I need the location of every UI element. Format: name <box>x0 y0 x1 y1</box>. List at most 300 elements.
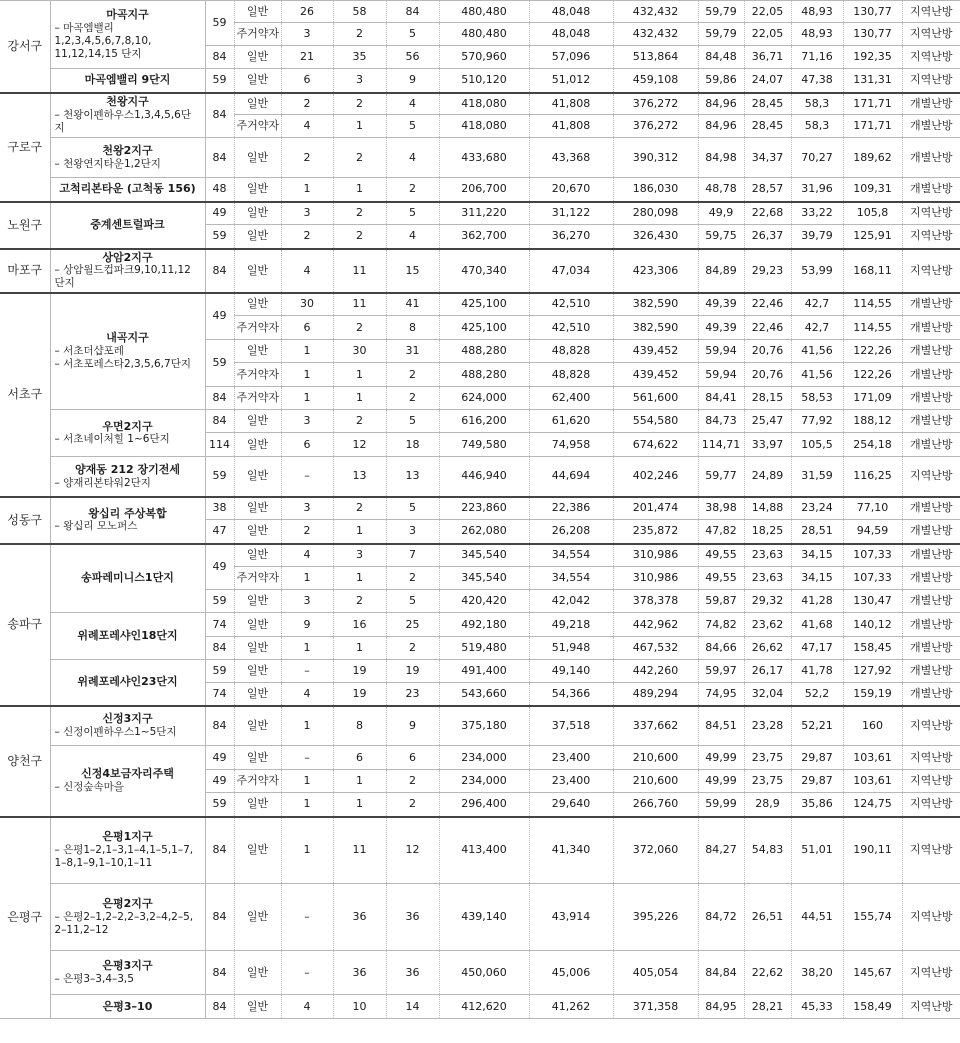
count-a-cell: 1 <box>281 817 333 884</box>
area-supply-cell: 116,25 <box>843 457 902 497</box>
area-supply-cell: 124,75 <box>843 793 902 817</box>
area-exclusive-cell: 84,66 <box>698 637 744 660</box>
heating-type-cell: 지역난방 <box>902 793 960 817</box>
area-exclusive-cell: 84,27 <box>698 817 744 884</box>
price-total-cell: 446,940 <box>439 457 529 497</box>
count-total-cell: 12 <box>386 817 439 884</box>
price-deposit-cell: 43,914 <box>529 884 613 951</box>
supply-type-cell: 일반 <box>234 293 281 316</box>
price-total-cell: 362,700 <box>439 225 529 249</box>
count-total-cell: 23 <box>386 683 439 706</box>
complex-cell <box>50 138 205 178</box>
count-total-cell: 14 <box>386 995 439 1019</box>
price-deposit-cell: 51,948 <box>529 637 613 660</box>
price-balance-cell: 459,108 <box>613 69 698 93</box>
count-b-cell: 1 <box>333 567 386 590</box>
unit-type-cell: 49 <box>205 293 234 340</box>
price-balance-cell: 432,432 <box>613 23 698 46</box>
count-total-cell: 5 <box>386 23 439 46</box>
complex-cell <box>50 884 205 951</box>
count-total-cell: 5 <box>386 115 439 138</box>
area-other-cell: 39,79 <box>791 225 843 249</box>
count-a-cell: 1 <box>281 387 333 410</box>
heating-type-cell: 지역난방 <box>902 817 960 884</box>
heating-type-cell: 개별난방 <box>902 433 960 457</box>
price-balance-cell: 378,378 <box>613 590 698 613</box>
area-supply-cell: 122,26 <box>843 340 902 363</box>
area-exclusive-cell: 59,87 <box>698 590 744 613</box>
count-total-cell: 8 <box>386 316 439 340</box>
unit-type-cell: 59 <box>205 225 234 249</box>
complex-subtitle: – 은평3–3,4–3,5 <box>54 972 134 985</box>
price-deposit-cell: 57,096 <box>529 46 613 69</box>
count-b-cell: 1 <box>333 770 386 793</box>
area-exclusive-cell: 74,95 <box>698 683 744 706</box>
complex-subtitle: – 서초포레스타2,3,5,6,7단지 <box>54 358 191 371</box>
count-a-cell: 6 <box>281 316 333 340</box>
count-total-cell: 2 <box>386 567 439 590</box>
price-total-cell: 425,100 <box>439 316 529 340</box>
area-supply-cell: 145,67 <box>843 951 902 995</box>
count-total-cell: 6 <box>386 746 439 770</box>
price-deposit-cell: 29,640 <box>529 793 613 817</box>
area-exclusive-cell: 49,99 <box>698 770 744 793</box>
count-b-cell: 36 <box>333 951 386 995</box>
unit-type-cell: 84 <box>205 951 234 995</box>
count-total-cell: 2 <box>386 387 439 410</box>
count-a-cell: – <box>281 884 333 951</box>
area-common-cell: 20,76 <box>744 363 791 387</box>
count-total-cell: 4 <box>386 225 439 249</box>
count-b-cell: 1 <box>333 387 386 410</box>
area-supply-cell: 189,62 <box>843 138 902 178</box>
district-cell: 구로구 <box>0 93 50 202</box>
heating-type-cell: 개별난방 <box>902 138 960 178</box>
price-total-cell: 624,000 <box>439 387 529 410</box>
price-total-cell: 412,620 <box>439 995 529 1019</box>
unit-type-cell: 84 <box>205 995 234 1019</box>
unit-type-cell: 74 <box>205 613 234 637</box>
area-common-cell: 26,17 <box>744 660 791 683</box>
area-exclusive-cell: 84,96 <box>698 93 744 115</box>
area-supply-cell: 160 <box>843 706 902 746</box>
complex-subtitle: – 은평1–2,1–3,1–4,1–5,1–7, 1–8,1–9,1–10,1–11 <box>54 844 194 870</box>
area-exclusive-cell: 114,71 <box>698 433 744 457</box>
area-common-cell: 22,46 <box>744 316 791 340</box>
price-balance-cell: 423,306 <box>613 249 698 293</box>
unit-type-cell: 38 <box>205 497 234 520</box>
table-row <box>0 293 960 316</box>
supply-type-cell: 주거약자 <box>234 363 281 387</box>
heating-type-cell: 개별난방 <box>902 660 960 683</box>
complex-name: 송파레미니스1단지 <box>81 571 174 585</box>
complex-cell <box>50 410 205 457</box>
price-total-cell: 296,400 <box>439 793 529 817</box>
count-a-cell: 1 <box>281 340 333 363</box>
count-total-cell: 3 <box>386 520 439 544</box>
price-total-cell: 433,680 <box>439 138 529 178</box>
area-other-cell: 44,51 <box>791 884 843 951</box>
area-other-cell: 51,01 <box>791 817 843 884</box>
count-b-cell: 2 <box>333 316 386 340</box>
count-a-cell: 3 <box>281 202 333 225</box>
area-other-cell: 28,51 <box>791 520 843 544</box>
price-total-cell: 420,420 <box>439 590 529 613</box>
complex-cell <box>50 613 205 660</box>
area-supply-cell: 127,92 <box>843 660 902 683</box>
price-balance-cell: 382,590 <box>613 293 698 316</box>
table-body <box>0 1 960 1019</box>
price-deposit-cell: 20,670 <box>529 178 613 202</box>
area-exclusive-cell: 59,79 <box>698 1 744 23</box>
count-a-cell: 4 <box>281 544 333 567</box>
supply-type-cell: 주거약자 <box>234 115 281 138</box>
price-balance-cell: 489,294 <box>613 683 698 706</box>
heating-type-cell: 개별난방 <box>902 363 960 387</box>
area-other-cell: 53,99 <box>791 249 843 293</box>
area-other-cell: 41,28 <box>791 590 843 613</box>
count-total-cell: 18 <box>386 433 439 457</box>
area-common-cell: 23,28 <box>744 706 791 746</box>
heating-type-cell: 개별난방 <box>902 637 960 660</box>
count-b-cell: 16 <box>333 613 386 637</box>
supply-type-cell: 일반 <box>234 817 281 884</box>
heating-type-cell: 지역난방 <box>902 770 960 793</box>
heating-type-cell: 지역난방 <box>902 225 960 249</box>
area-common-cell: 28,45 <box>744 93 791 115</box>
area-other-cell: 41,78 <box>791 660 843 683</box>
complex-name: 고척리본타운 (고척동 156) <box>59 182 196 196</box>
price-deposit-cell: 22,386 <box>529 497 613 520</box>
area-supply-cell: 140,12 <box>843 613 902 637</box>
complex-cell <box>50 544 205 613</box>
area-supply-cell: 103,61 <box>843 746 902 770</box>
unit-type-cell: 74 <box>205 683 234 706</box>
price-total-cell: 450,060 <box>439 951 529 995</box>
supply-type-cell: 일반 <box>234 884 281 951</box>
area-supply-cell: 109,31 <box>843 178 902 202</box>
district-cell: 마포구 <box>0 249 50 293</box>
price-total-cell: 345,540 <box>439 544 529 567</box>
area-exclusive-cell: 59,94 <box>698 363 744 387</box>
count-total-cell: 2 <box>386 793 439 817</box>
area-common-cell: 22,46 <box>744 293 791 316</box>
count-a-cell: 2 <box>281 225 333 249</box>
price-balance-cell: 442,260 <box>613 660 698 683</box>
area-other-cell: 29,87 <box>791 770 843 793</box>
count-b-cell: 2 <box>333 138 386 178</box>
area-common-cell: 36,71 <box>744 46 791 69</box>
supply-type-cell: 일반 <box>234 793 281 817</box>
unit-type-cell: 47 <box>205 520 234 544</box>
complex-name: 중계센트럴파크 <box>90 218 165 232</box>
price-deposit-cell: 43,368 <box>529 138 613 178</box>
count-a-cell: 3 <box>281 497 333 520</box>
area-exclusive-cell: 84,96 <box>698 115 744 138</box>
price-total-cell: 488,280 <box>439 363 529 387</box>
complex-name: 신정3지구 <box>102 712 153 726</box>
area-supply-cell: 114,55 <box>843 316 902 340</box>
area-exclusive-cell: 84,84 <box>698 951 744 995</box>
count-a-cell: 3 <box>281 590 333 613</box>
area-common-cell: 23,75 <box>744 770 791 793</box>
area-supply-cell: 77,10 <box>843 497 902 520</box>
count-a-cell: 1 <box>281 706 333 746</box>
count-b-cell: 30 <box>333 340 386 363</box>
price-deposit-cell: 44,694 <box>529 457 613 497</box>
area-other-cell: 42,7 <box>791 293 843 316</box>
supply-type-cell: 일반 <box>234 590 281 613</box>
area-supply-cell: 168,11 <box>843 249 902 293</box>
unit-type-cell: 59 <box>205 340 234 387</box>
table-row <box>0 951 960 995</box>
area-common-cell: 34,37 <box>744 138 791 178</box>
count-b-cell: 8 <box>333 706 386 746</box>
area-exclusive-cell: 84,48 <box>698 46 744 69</box>
area-other-cell: 58,3 <box>791 115 843 138</box>
price-total-cell: 488,280 <box>439 340 529 363</box>
count-b-cell: 3 <box>333 69 386 93</box>
unit-type-cell: 84 <box>205 884 234 951</box>
count-total-cell: 84 <box>386 1 439 23</box>
supply-type-cell: 일반 <box>234 410 281 433</box>
area-other-cell: 42,7 <box>791 316 843 340</box>
area-common-cell: 28,21 <box>744 995 791 1019</box>
area-other-cell: 45,33 <box>791 995 843 1019</box>
count-total-cell: 4 <box>386 138 439 178</box>
heating-type-cell: 지역난방 <box>902 746 960 770</box>
count-total-cell: 7 <box>386 544 439 567</box>
price-total-cell: 519,480 <box>439 637 529 660</box>
count-total-cell: 36 <box>386 951 439 995</box>
heating-type-cell: 지역난방 <box>902 995 960 1019</box>
count-b-cell: 11 <box>333 249 386 293</box>
area-common-cell: 26,51 <box>744 884 791 951</box>
complex-subtitle: – 신정숲속마을 <box>54 781 124 794</box>
area-exclusive-cell: 74,82 <box>698 613 744 637</box>
area-exclusive-cell: 84,89 <box>698 249 744 293</box>
area-supply-cell: 131,31 <box>843 69 902 93</box>
area-other-cell: 48,93 <box>791 23 843 46</box>
area-supply-cell: 114,55 <box>843 293 902 316</box>
count-b-cell: 1 <box>333 520 386 544</box>
price-total-cell: 749,580 <box>439 433 529 457</box>
area-common-cell: 29,23 <box>744 249 791 293</box>
count-a-cell: 3 <box>281 410 333 433</box>
price-deposit-cell: 61,620 <box>529 410 613 433</box>
price-total-cell: 491,400 <box>439 660 529 683</box>
area-other-cell: 38,20 <box>791 951 843 995</box>
supply-type-cell: 일반 <box>234 746 281 770</box>
price-total-cell: 375,180 <box>439 706 529 746</box>
complex-name: 마곡지구 <box>106 7 149 21</box>
area-supply-cell: 155,74 <box>843 884 902 951</box>
unit-type-cell: 84 <box>205 138 234 178</box>
supply-type-cell: 일반 <box>234 178 281 202</box>
district-cell: 서초구 <box>0 293 50 497</box>
price-balance-cell: 280,098 <box>613 202 698 225</box>
table-row <box>0 410 960 433</box>
price-balance-cell: 235,872 <box>613 520 698 544</box>
count-b-cell: 11 <box>333 293 386 316</box>
count-a-cell: 1 <box>281 637 333 660</box>
count-b-cell: 6 <box>333 746 386 770</box>
supply-type-cell: 일반 <box>234 660 281 683</box>
table-row <box>0 202 960 225</box>
count-a-cell: 21 <box>281 46 333 69</box>
price-total-cell: 418,080 <box>439 93 529 115</box>
area-common-cell: 20,76 <box>744 340 791 363</box>
price-balance-cell: 432,432 <box>613 1 698 23</box>
price-total-cell: 470,340 <box>439 249 529 293</box>
area-common-cell: 28,15 <box>744 387 791 410</box>
area-other-cell: 31,96 <box>791 178 843 202</box>
price-balance-cell: 405,054 <box>613 951 698 995</box>
unit-type-cell: 59 <box>205 69 234 93</box>
complex-subtitle: – 천왕이펜하우스1,3,4,5,6단지 <box>54 109 191 135</box>
supply-type-cell: 일반 <box>234 951 281 995</box>
table-row <box>0 93 960 115</box>
price-balance-cell: 186,030 <box>613 178 698 202</box>
area-common-cell: 26,37 <box>744 225 791 249</box>
price-total-cell: 345,540 <box>439 567 529 590</box>
count-total-cell: 5 <box>386 202 439 225</box>
complex-cell <box>50 1 205 69</box>
price-balance-cell: 372,060 <box>613 817 698 884</box>
district-cell: 성동구 <box>0 497 50 544</box>
count-total-cell: 5 <box>386 590 439 613</box>
count-total-cell: 9 <box>386 69 439 93</box>
supply-type-cell: 일반 <box>234 225 281 249</box>
table-row <box>0 660 960 683</box>
price-total-cell: 570,960 <box>439 46 529 69</box>
supply-type-cell: 주거약자 <box>234 316 281 340</box>
area-common-cell: 24,07 <box>744 69 791 93</box>
complex-cell <box>50 706 205 746</box>
price-total-cell: 480,480 <box>439 23 529 46</box>
complex-cell <box>50 178 205 202</box>
heating-type-cell: 개별난방 <box>902 316 960 340</box>
complex-cell <box>50 746 205 817</box>
count-a-cell: 4 <box>281 995 333 1019</box>
complex-subtitle: – 천왕연지타운1,2단지 <box>54 157 161 170</box>
complex-name: 상암2지구 <box>102 250 153 264</box>
price-total-cell: 223,860 <box>439 497 529 520</box>
price-total-cell: 425,100 <box>439 293 529 316</box>
unit-type-cell: 59 <box>205 590 234 613</box>
complex-name: 우면2지구 <box>102 419 153 433</box>
complex-cell <box>50 497 205 544</box>
count-a-cell: 1 <box>281 363 333 387</box>
complex-name: 은평1지구 <box>102 830 153 844</box>
complex-subtitle: – 신정이펜하우스1~5단지 <box>54 726 177 739</box>
area-supply-cell: 125,91 <box>843 225 902 249</box>
supply-type-cell: 일반 <box>234 340 281 363</box>
area-supply-cell: 171,71 <box>843 115 902 138</box>
area-common-cell: 28,9 <box>744 793 791 817</box>
unit-type-cell: 84 <box>205 93 234 138</box>
price-total-cell: 492,180 <box>439 613 529 637</box>
table-row <box>0 249 960 293</box>
unit-type-cell: 49 <box>205 544 234 590</box>
count-total-cell: 9 <box>386 706 439 746</box>
count-a-cell: 30 <box>281 293 333 316</box>
price-deposit-cell: 34,554 <box>529 567 613 590</box>
complex-cell <box>50 249 205 293</box>
price-balance-cell: 201,474 <box>613 497 698 520</box>
area-supply-cell: 190,11 <box>843 817 902 884</box>
complex-cell <box>50 457 205 497</box>
area-exclusive-cell: 48,78 <box>698 178 744 202</box>
complex-cell <box>50 817 205 884</box>
price-total-cell: 616,200 <box>439 410 529 433</box>
area-common-cell: 25,47 <box>744 410 791 433</box>
price-balance-cell: 513,864 <box>613 46 698 69</box>
area-other-cell: 35,86 <box>791 793 843 817</box>
area-other-cell: 58,3 <box>791 93 843 115</box>
price-deposit-cell: 34,554 <box>529 544 613 567</box>
price-balance-cell: 326,430 <box>613 225 698 249</box>
price-deposit-cell: 31,122 <box>529 202 613 225</box>
table-row <box>0 884 960 951</box>
count-total-cell: 2 <box>386 637 439 660</box>
complex-subtitle: – 서초더샵포레 <box>54 345 124 357</box>
price-total-cell: 480,480 <box>439 1 529 23</box>
area-other-cell: 105,5 <box>791 433 843 457</box>
complex-cell <box>50 951 205 995</box>
area-common-cell: 22,62 <box>744 951 791 995</box>
count-b-cell: 19 <box>333 660 386 683</box>
price-deposit-cell: 48,048 <box>529 1 613 23</box>
unit-type-cell: 59 <box>205 457 234 497</box>
heating-type-cell: 지역난방 <box>902 69 960 93</box>
count-total-cell: 4 <box>386 93 439 115</box>
area-supply-cell: 130,77 <box>843 23 902 46</box>
supply-type-cell: 일반 <box>234 520 281 544</box>
count-b-cell: 2 <box>333 93 386 115</box>
count-b-cell: 35 <box>333 46 386 69</box>
supply-type-cell: 일반 <box>234 433 281 457</box>
area-supply-cell: 122,26 <box>843 363 902 387</box>
area-common-cell: 23,62 <box>744 613 791 637</box>
table-row <box>0 69 960 93</box>
count-total-cell: 2 <box>386 178 439 202</box>
area-other-cell: 23,24 <box>791 497 843 520</box>
complex-name: 은평3–10 <box>102 999 153 1013</box>
price-deposit-cell: 23,400 <box>529 746 613 770</box>
area-exclusive-cell: 49,99 <box>698 746 744 770</box>
heating-type-cell: 지역난방 <box>902 202 960 225</box>
heating-type-cell: 개별난방 <box>902 613 960 637</box>
price-balance-cell: 376,272 <box>613 115 698 138</box>
supply-type-cell: 일반 <box>234 457 281 497</box>
area-exclusive-cell: 84,51 <box>698 706 744 746</box>
count-a-cell: 1 <box>281 770 333 793</box>
area-supply-cell: 130,77 <box>843 1 902 23</box>
area-exclusive-cell: 84,41 <box>698 387 744 410</box>
area-exclusive-cell: 38,98 <box>698 497 744 520</box>
heating-type-cell: 지역난방 <box>902 249 960 293</box>
complex-name: 마곡엠밸리 9단지 <box>84 73 171 87</box>
count-a-cell: 1 <box>281 793 333 817</box>
area-supply-cell: 105,8 <box>843 202 902 225</box>
price-deposit-cell: 26,208 <box>529 520 613 544</box>
price-balance-cell: 395,226 <box>613 884 698 951</box>
area-exclusive-cell: 84,72 <box>698 884 744 951</box>
heating-type-cell: 지역난방 <box>902 951 960 995</box>
complex-cell <box>50 202 205 249</box>
area-other-cell: 77,92 <box>791 410 843 433</box>
